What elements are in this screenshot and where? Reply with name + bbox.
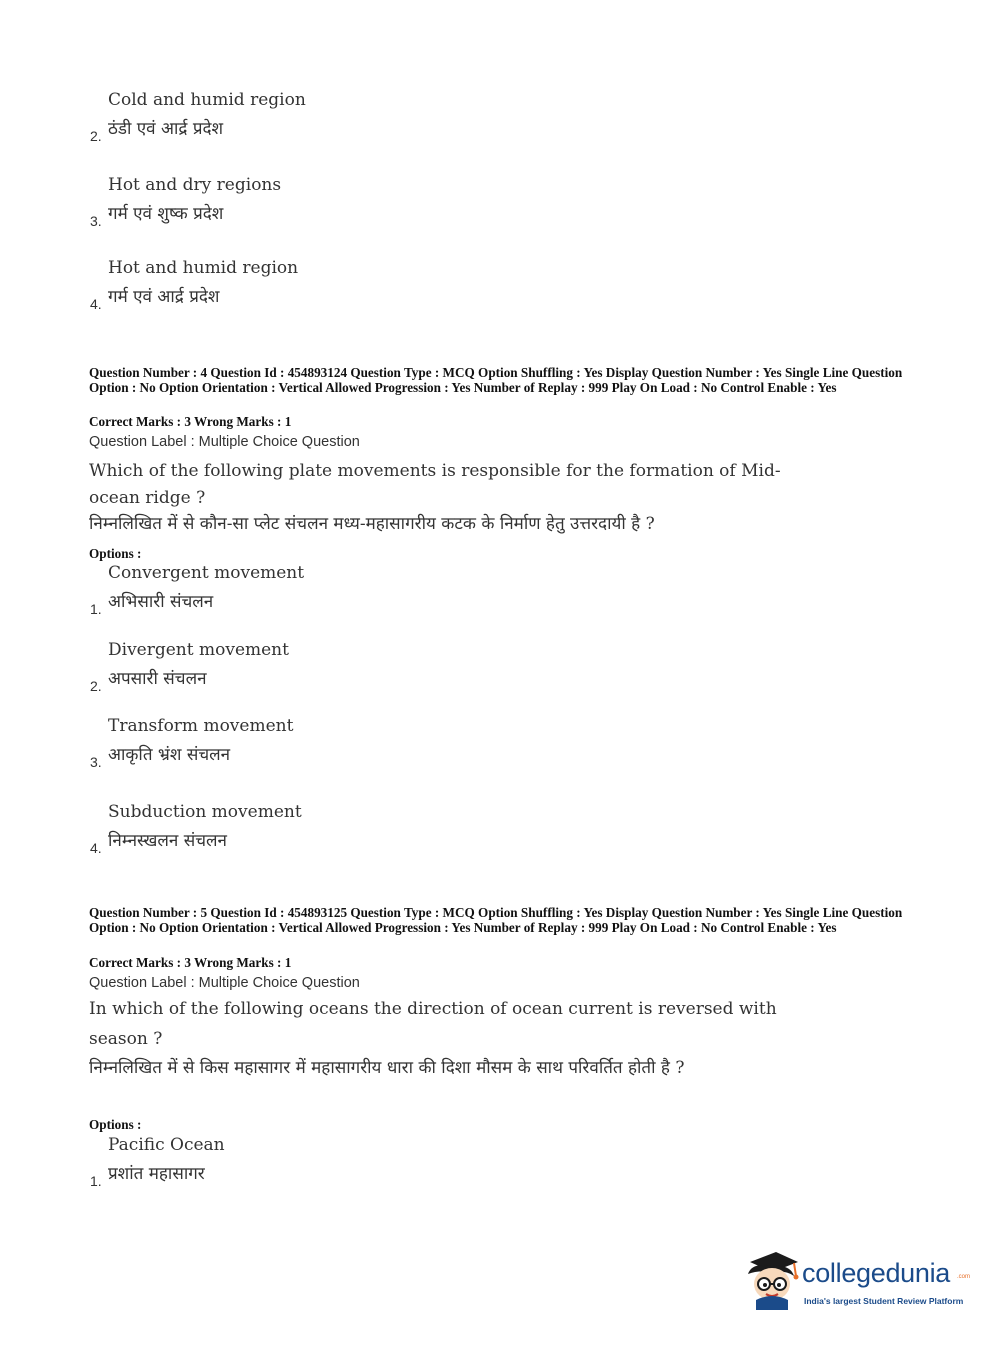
option-text-en: Hot and humid region [108,258,299,278]
logo-wordmark: collegedunia [802,1258,951,1288]
option-number: 2. [90,678,102,694]
question-text-hi: निम्नलिखित में से कौन-सा प्लेट संचलन मध्य-महासागरीय कटक के निर्माण हेतु उत्तरदायी है ? [89,514,655,534]
option-text-hi: निम्नस्खलन संचलन [108,831,227,851]
question-marks: Correct Marks : 3 Wrong Marks : 1 [89,414,292,429]
option-text-hi: प्रशांत महासागर [108,1164,205,1184]
option-text-hi: गर्म एवं शुष्क प्रदेश [108,204,224,224]
logo-com: .com [957,1274,971,1280]
option-text-hi: गर्म एवं आर्द्र प्रदेश [108,287,220,307]
option-text-en: Cold and humid region [108,90,306,110]
question-meta: Question Number : 5 Question Id : 454893125 Question Type : MCQ Option Shuffling : Yes Display Question Number : Yes Single Line Question Option : No Option Orientation : Vertical Allowed Progression : Yes Number of Replay : 999 Play On Load : No Control Enable : Yes [89,905,903,935]
option-number: 1. [90,1173,102,1189]
option-text-en: Divergent movement [108,640,289,660]
option-number: 4. [90,296,102,312]
option-text-hi: आकृति भ्रंश संचलन [108,745,231,765]
option-number: 2. [90,128,102,144]
collegedunia-logo [742,1248,972,1318]
option-number: 3. [90,213,102,229]
options-label: Options : [89,1117,142,1132]
option-text-en: Subduction movement [108,802,302,822]
option-number: 1. [90,601,102,617]
option-number: 4. [90,840,102,856]
logo-tagline: India's largest Student Review Platform [804,1296,964,1306]
question-label: Question Label : Multiple Choice Question [89,975,360,991]
option-text-en: Transform movement [108,716,294,736]
option-number: 3. [90,754,102,770]
option-text-en: Hot and dry regions [108,175,282,195]
option-text-en: Convergent movement [108,563,305,583]
student-mascot-icon [742,1248,800,1312]
question-meta: Question Number : 4 Question Id : 454893124 Question Type : MCQ Option Shuffling : Yes Display Question Number : Yes Single Line Question Option : No Option Orientation : Vertical Allowed Progression : Yes Number of Replay : 999 Play On Load : No Control Enable : Yes [89,365,903,395]
option-text-en: Pacific Ocean [108,1135,225,1155]
question-text-en: Which of the following plate movements is responsible for the formation of Mid-ocean ridge ? [89,461,781,508]
question-text-hi: निम्नलिखित में से किस महासागर में महासागरीय धारा की दिशा मौसम के साथ परिवर्तित होती है ? [89,1058,685,1078]
question-marks: Correct Marks : 3 Wrong Marks : 1 [89,955,292,970]
question-label: Question Label : Multiple Choice Question [89,434,360,450]
option-text-hi: अभिसारी संचलन [108,592,214,612]
options-label: Options : [89,546,142,561]
option-text-hi: अपसारी संचलन [108,669,207,689]
option-text-hi: ठंडी एवं आर्द्र प्रदेश [108,119,224,139]
question-text-en: In which of the following oceans the direction of ocean current is reversed with season ? [89,999,777,1049]
